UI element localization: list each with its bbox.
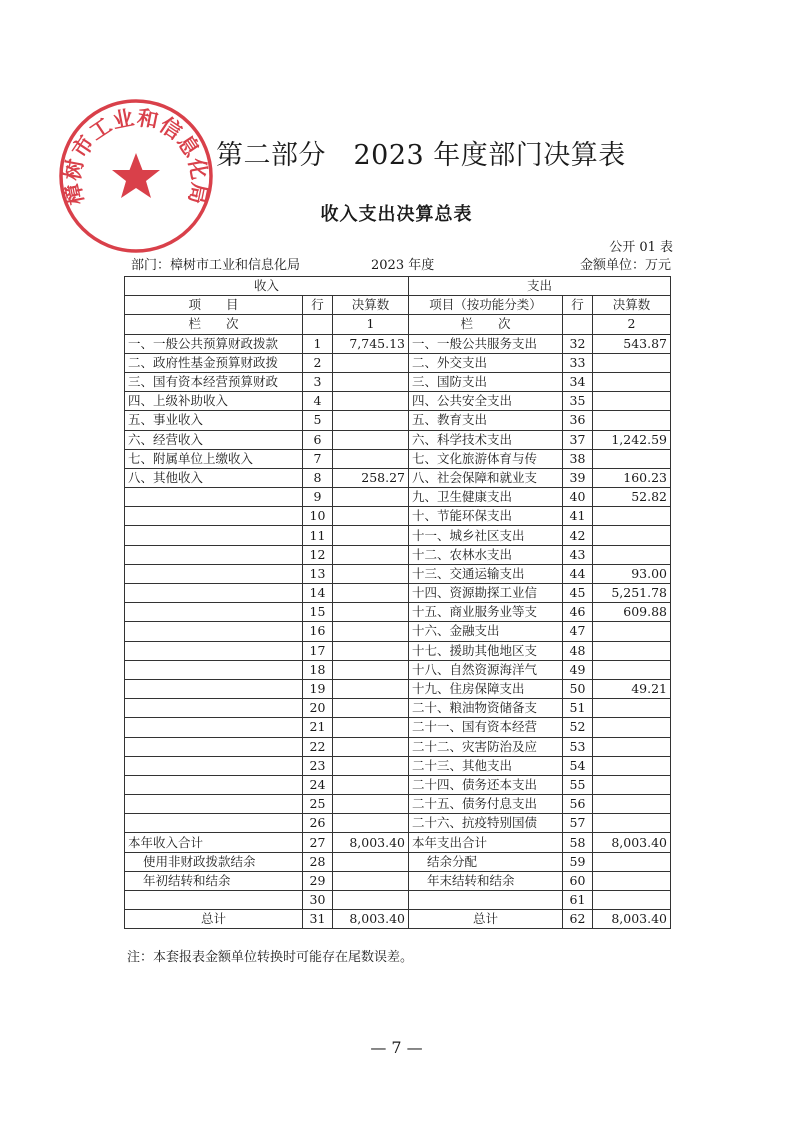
expense-item: 五、教育支出: [409, 411, 563, 430]
form-code: 公开 01 表: [609, 240, 673, 255]
expense-amount: 93.00: [593, 564, 671, 583]
expense-amount: [593, 507, 671, 526]
table-row: [125, 334, 671, 353]
expense-amount: [593, 372, 671, 391]
expense-amount: [593, 718, 671, 737]
income-amount: [333, 679, 409, 698]
expense-row-number: 50: [563, 679, 593, 698]
expense-item: 十八、自然资源海洋气: [409, 660, 563, 679]
expense-row-number: 59: [563, 852, 593, 871]
income-amount: 258.27: [333, 468, 409, 487]
income-item: 四、上级补助收入: [125, 392, 303, 411]
expense-amount: [593, 545, 671, 564]
expense-item: 十一、城乡社区支出: [409, 526, 563, 545]
section-header-row: [125, 277, 671, 296]
income-row-number: 19: [303, 679, 333, 698]
expense-row-number: 33: [563, 353, 593, 372]
expense-row-number: 37: [563, 430, 593, 449]
income-amount: [333, 372, 409, 391]
income-item: [125, 891, 303, 910]
expense-amount: [593, 641, 671, 660]
expense-item: 八、社会保障和就业支: [409, 468, 563, 487]
expense-row-number: 32: [563, 334, 593, 353]
expense-amount: 49.21: [593, 679, 671, 698]
expense-item: [409, 891, 563, 910]
expense-amount: [593, 622, 671, 641]
table-row: [125, 814, 671, 833]
income-item: 八、其他收入: [125, 468, 303, 487]
table-row: [125, 449, 671, 468]
expense-amount: 8,003.40: [593, 910, 671, 929]
table-row: [125, 353, 671, 372]
table-row: [125, 622, 671, 641]
table-row: [125, 641, 671, 660]
expense-row-number: 51: [563, 699, 593, 718]
income-item: [125, 756, 303, 775]
page-number: — 7 —: [370, 1038, 423, 1057]
income-amount: [333, 603, 409, 622]
income-amount: [333, 756, 409, 775]
expense-amount: [593, 699, 671, 718]
income-amount: [333, 545, 409, 564]
summary-row: [125, 871, 671, 890]
income-amount: [333, 488, 409, 507]
income-row-number: 25: [303, 795, 333, 814]
income-item: [125, 545, 303, 564]
income-item: 五、事业收入: [125, 411, 303, 430]
income-amount: [333, 392, 409, 411]
year-label: 2023 年度: [371, 258, 435, 273]
expense-item: 十二、农林水支出: [409, 545, 563, 564]
income-item: 本年收入合计: [125, 833, 303, 852]
table-row: [125, 468, 671, 487]
expense-item: 九、卫生健康支出: [409, 488, 563, 507]
expense-amount: [593, 392, 671, 411]
income-item: [125, 603, 303, 622]
amount-header-2: 决算数: [593, 296, 671, 315]
income-item: 七、附属单位上缴收入: [125, 449, 303, 468]
expense-row-number: 62: [563, 910, 593, 929]
table-row: [125, 718, 671, 737]
income-row-number: 7: [303, 449, 333, 468]
table-row: [125, 584, 671, 603]
lanci-col1: 1: [333, 315, 409, 334]
income-amount: 8,003.40: [333, 833, 409, 852]
income-item: [125, 622, 303, 641]
expense-row-number: 40: [563, 488, 593, 507]
expense-item: 一、一般公共服务支出: [409, 334, 563, 353]
income-amount: [333, 795, 409, 814]
expense-amount: [593, 756, 671, 775]
expense-row-number: 49: [563, 660, 593, 679]
expense-row-number: 45: [563, 584, 593, 603]
expense-row-number: 52: [563, 718, 593, 737]
income-item: 三、国有资本经营预算财政: [125, 372, 303, 391]
item-header: 项 目: [125, 296, 303, 315]
income-row-number: 16: [303, 622, 333, 641]
table-row: [125, 603, 671, 622]
func-item-header: 项目（按功能分类）: [409, 296, 563, 315]
income-row-number: 14: [303, 584, 333, 603]
table-row: [125, 507, 671, 526]
lanci-row: [125, 315, 671, 334]
income-amount: [333, 430, 409, 449]
income-amount: [333, 852, 409, 871]
income-row-number: 6: [303, 430, 333, 449]
expense-item: 年末结转和结余: [409, 871, 563, 890]
income-item: [125, 737, 303, 756]
income-item: [125, 679, 303, 698]
income-row-number: 2: [303, 353, 333, 372]
expense-row-number: 34: [563, 372, 593, 391]
expense-amount: [593, 852, 671, 871]
income-item: [125, 488, 303, 507]
expense-row-number: 41: [563, 507, 593, 526]
table-row: [125, 756, 671, 775]
income-amount: [333, 660, 409, 679]
income-row-number: 23: [303, 756, 333, 775]
summary-row: [125, 891, 671, 910]
income-amount: [333, 622, 409, 641]
expense-amount: 52.82: [593, 488, 671, 507]
income-item: [125, 814, 303, 833]
expense-amount: 543.87: [593, 334, 671, 353]
income-row-number: 28: [303, 852, 333, 871]
expense-row-number: 60: [563, 871, 593, 890]
row-header: 行: [303, 296, 333, 315]
expense-row-number: 58: [563, 833, 593, 852]
table-row: [125, 679, 671, 698]
expense-item: 十三、交通运输支出: [409, 564, 563, 583]
income-row-number: 13: [303, 564, 333, 583]
expense-item: 十四、资源勘探工业信: [409, 584, 563, 603]
income-row-number: 29: [303, 871, 333, 890]
income-amount: [333, 775, 409, 794]
row-header-2: 行: [563, 296, 593, 315]
table-title: 收入支出决算总表: [320, 204, 473, 225]
expense-amount: [593, 660, 671, 679]
income-amount: [333, 449, 409, 468]
expense-amount: [593, 814, 671, 833]
expense-amount: [593, 526, 671, 545]
expense-row-number: 46: [563, 603, 593, 622]
expense-row-number: 35: [563, 392, 593, 411]
expense-item: 六、科学技术支出: [409, 430, 563, 449]
expense-amount: [593, 871, 671, 890]
income-row-number: 31: [303, 910, 333, 929]
income-row-number: 3: [303, 372, 333, 391]
table-row: [125, 411, 671, 430]
expense-item: 二十五、债务付息支出: [409, 795, 563, 814]
income-row-number: 4: [303, 392, 333, 411]
expense-item: 四、公共安全支出: [409, 392, 563, 411]
expense-row-number: 54: [563, 756, 593, 775]
income-item: [125, 584, 303, 603]
income-row-number: 21: [303, 718, 333, 737]
table-row: [125, 775, 671, 794]
official-seal: [58, 98, 214, 254]
expense-row-number: 42: [563, 526, 593, 545]
expense-row-number: 55: [563, 775, 593, 794]
income-item: 六、经营收入: [125, 430, 303, 449]
income-row-number: 9: [303, 488, 333, 507]
summary-row: [125, 852, 671, 871]
table-row: [125, 660, 671, 679]
expense-item: 二、外交支出: [409, 353, 563, 372]
income-amount: [333, 891, 409, 910]
income-item: [125, 718, 303, 737]
expense-row-number: 53: [563, 737, 593, 756]
income-amount: [333, 699, 409, 718]
expense-amount: [593, 737, 671, 756]
column-header-row: [125, 296, 671, 315]
income-amount: [333, 507, 409, 526]
expense-amount: [593, 891, 671, 910]
footnote: 注：本套报表金额单位转换时可能存在尾数误差。: [127, 950, 414, 965]
expense-item: 十五、商业服务业等支: [409, 603, 563, 622]
svg-text:樟树市工业和信息化局: 樟树市工业和信息化局: [60, 105, 212, 208]
income-amount: [333, 526, 409, 545]
lanci-label-2: 栏 次: [409, 315, 563, 334]
expense-amount: [593, 449, 671, 468]
expense-item: 结余分配: [409, 852, 563, 871]
expense-item: 二十三、其他支出: [409, 756, 563, 775]
expense-row-number: 57: [563, 814, 593, 833]
expense-item: 十七、援助其他地区支: [409, 641, 563, 660]
income-row-number: 26: [303, 814, 333, 833]
expense-item: 二十六、抗疫特别国债: [409, 814, 563, 833]
unit-label: 金额单位：万元: [579, 258, 671, 273]
table-row: [125, 430, 671, 449]
income-header: 收入: [125, 277, 409, 296]
summary-row: [125, 833, 671, 852]
budget-table: [124, 276, 671, 929]
income-item: [125, 699, 303, 718]
income-amount: [333, 641, 409, 660]
income-row-number: 15: [303, 603, 333, 622]
income-row-number: 20: [303, 699, 333, 718]
expense-row-number: 39: [563, 468, 593, 487]
expense-row-number: 38: [563, 449, 593, 468]
income-item: 使用非财政拨款结余: [125, 852, 303, 871]
income-item: [125, 526, 303, 545]
income-amount: [333, 718, 409, 737]
income-row-number: 5: [303, 411, 333, 430]
table-row: [125, 392, 671, 411]
income-row-number: 24: [303, 775, 333, 794]
page-title: 第二部分 2023 年度部门决算表: [216, 140, 626, 171]
lanci-col2: 2: [593, 315, 671, 334]
lanci-blank: [303, 315, 333, 334]
income-amount: [333, 584, 409, 603]
income-amount: 8,003.40: [333, 910, 409, 929]
income-item: [125, 507, 303, 526]
income-row-number: 1: [303, 334, 333, 353]
income-amount: [333, 737, 409, 756]
amount-header: 决算数: [333, 296, 409, 315]
income-item: 总计: [125, 910, 303, 929]
expense-item: 总计: [409, 910, 563, 929]
table-row: [125, 699, 671, 718]
income-amount: [333, 353, 409, 372]
income-amount: [333, 814, 409, 833]
table-row: [125, 564, 671, 583]
income-item: 二、政府性基金预算财政拨: [125, 353, 303, 372]
income-item: [125, 795, 303, 814]
table-row: [125, 372, 671, 391]
expense-amount: [593, 411, 671, 430]
income-row-number: 30: [303, 891, 333, 910]
expense-row-number: 36: [563, 411, 593, 430]
expense-item: 十六、金融支出: [409, 622, 563, 641]
expense-amount: [593, 353, 671, 372]
expense-row-number: 61: [563, 891, 593, 910]
expense-item: 二十、粮油物资储备支: [409, 699, 563, 718]
department-label: 部门：樟树市工业和信息化局: [131, 258, 301, 273]
income-item: [125, 564, 303, 583]
expense-row-number: 56: [563, 795, 593, 814]
table-row: [125, 795, 671, 814]
expense-header: 支出: [409, 277, 671, 296]
expense-amount: 160.23: [593, 468, 671, 487]
income-row-number: 27: [303, 833, 333, 852]
income-item: [125, 775, 303, 794]
expense-row-number: 44: [563, 564, 593, 583]
expense-amount: 1,242.59: [593, 430, 671, 449]
expense-row-number: 43: [563, 545, 593, 564]
income-row-number: 8: [303, 468, 333, 487]
expense-row-number: 48: [563, 641, 593, 660]
expense-amount: 609.88: [593, 603, 671, 622]
expense-amount: 8,003.40: [593, 833, 671, 852]
income-amount: 7,745.13: [333, 334, 409, 353]
table-row: [125, 488, 671, 507]
income-row-number: 12: [303, 545, 333, 564]
lanci-label: 栏 次: [125, 315, 303, 334]
lanci-blank-2: [563, 315, 593, 334]
income-row-number: 22: [303, 737, 333, 756]
expense-item: 本年支出合计: [409, 833, 563, 852]
table-row: [125, 526, 671, 545]
income-row-number: 18: [303, 660, 333, 679]
expense-row-number: 47: [563, 622, 593, 641]
expense-item: 二十四、债务还本支出: [409, 775, 563, 794]
expense-item: 二十二、灾害防治及应: [409, 737, 563, 756]
total-row: [125, 910, 671, 929]
expense-amount: [593, 775, 671, 794]
star-icon: [112, 153, 160, 198]
income-row-number: 17: [303, 641, 333, 660]
expense-item: 十、节能环保支出: [409, 507, 563, 526]
income-item: 一、一般公共预算财政拨款: [125, 334, 303, 353]
income-item: 年初结转和结余: [125, 871, 303, 890]
income-amount: [333, 871, 409, 890]
expense-item: 二十一、国有资本经营: [409, 718, 563, 737]
expense-item: 十九、住房保障支出: [409, 679, 563, 698]
income-item: [125, 641, 303, 660]
income-item: [125, 660, 303, 679]
income-amount: [333, 411, 409, 430]
expense-amount: [593, 795, 671, 814]
expense-item: 三、国防支出: [409, 372, 563, 391]
income-amount: [333, 564, 409, 583]
table-row: [125, 737, 671, 756]
table-row: [125, 545, 671, 564]
expense-amount: 5,251.78: [593, 584, 671, 603]
income-row-number: 10: [303, 507, 333, 526]
expense-item: 七、文化旅游体育与传: [409, 449, 563, 468]
income-row-number: 11: [303, 526, 333, 545]
